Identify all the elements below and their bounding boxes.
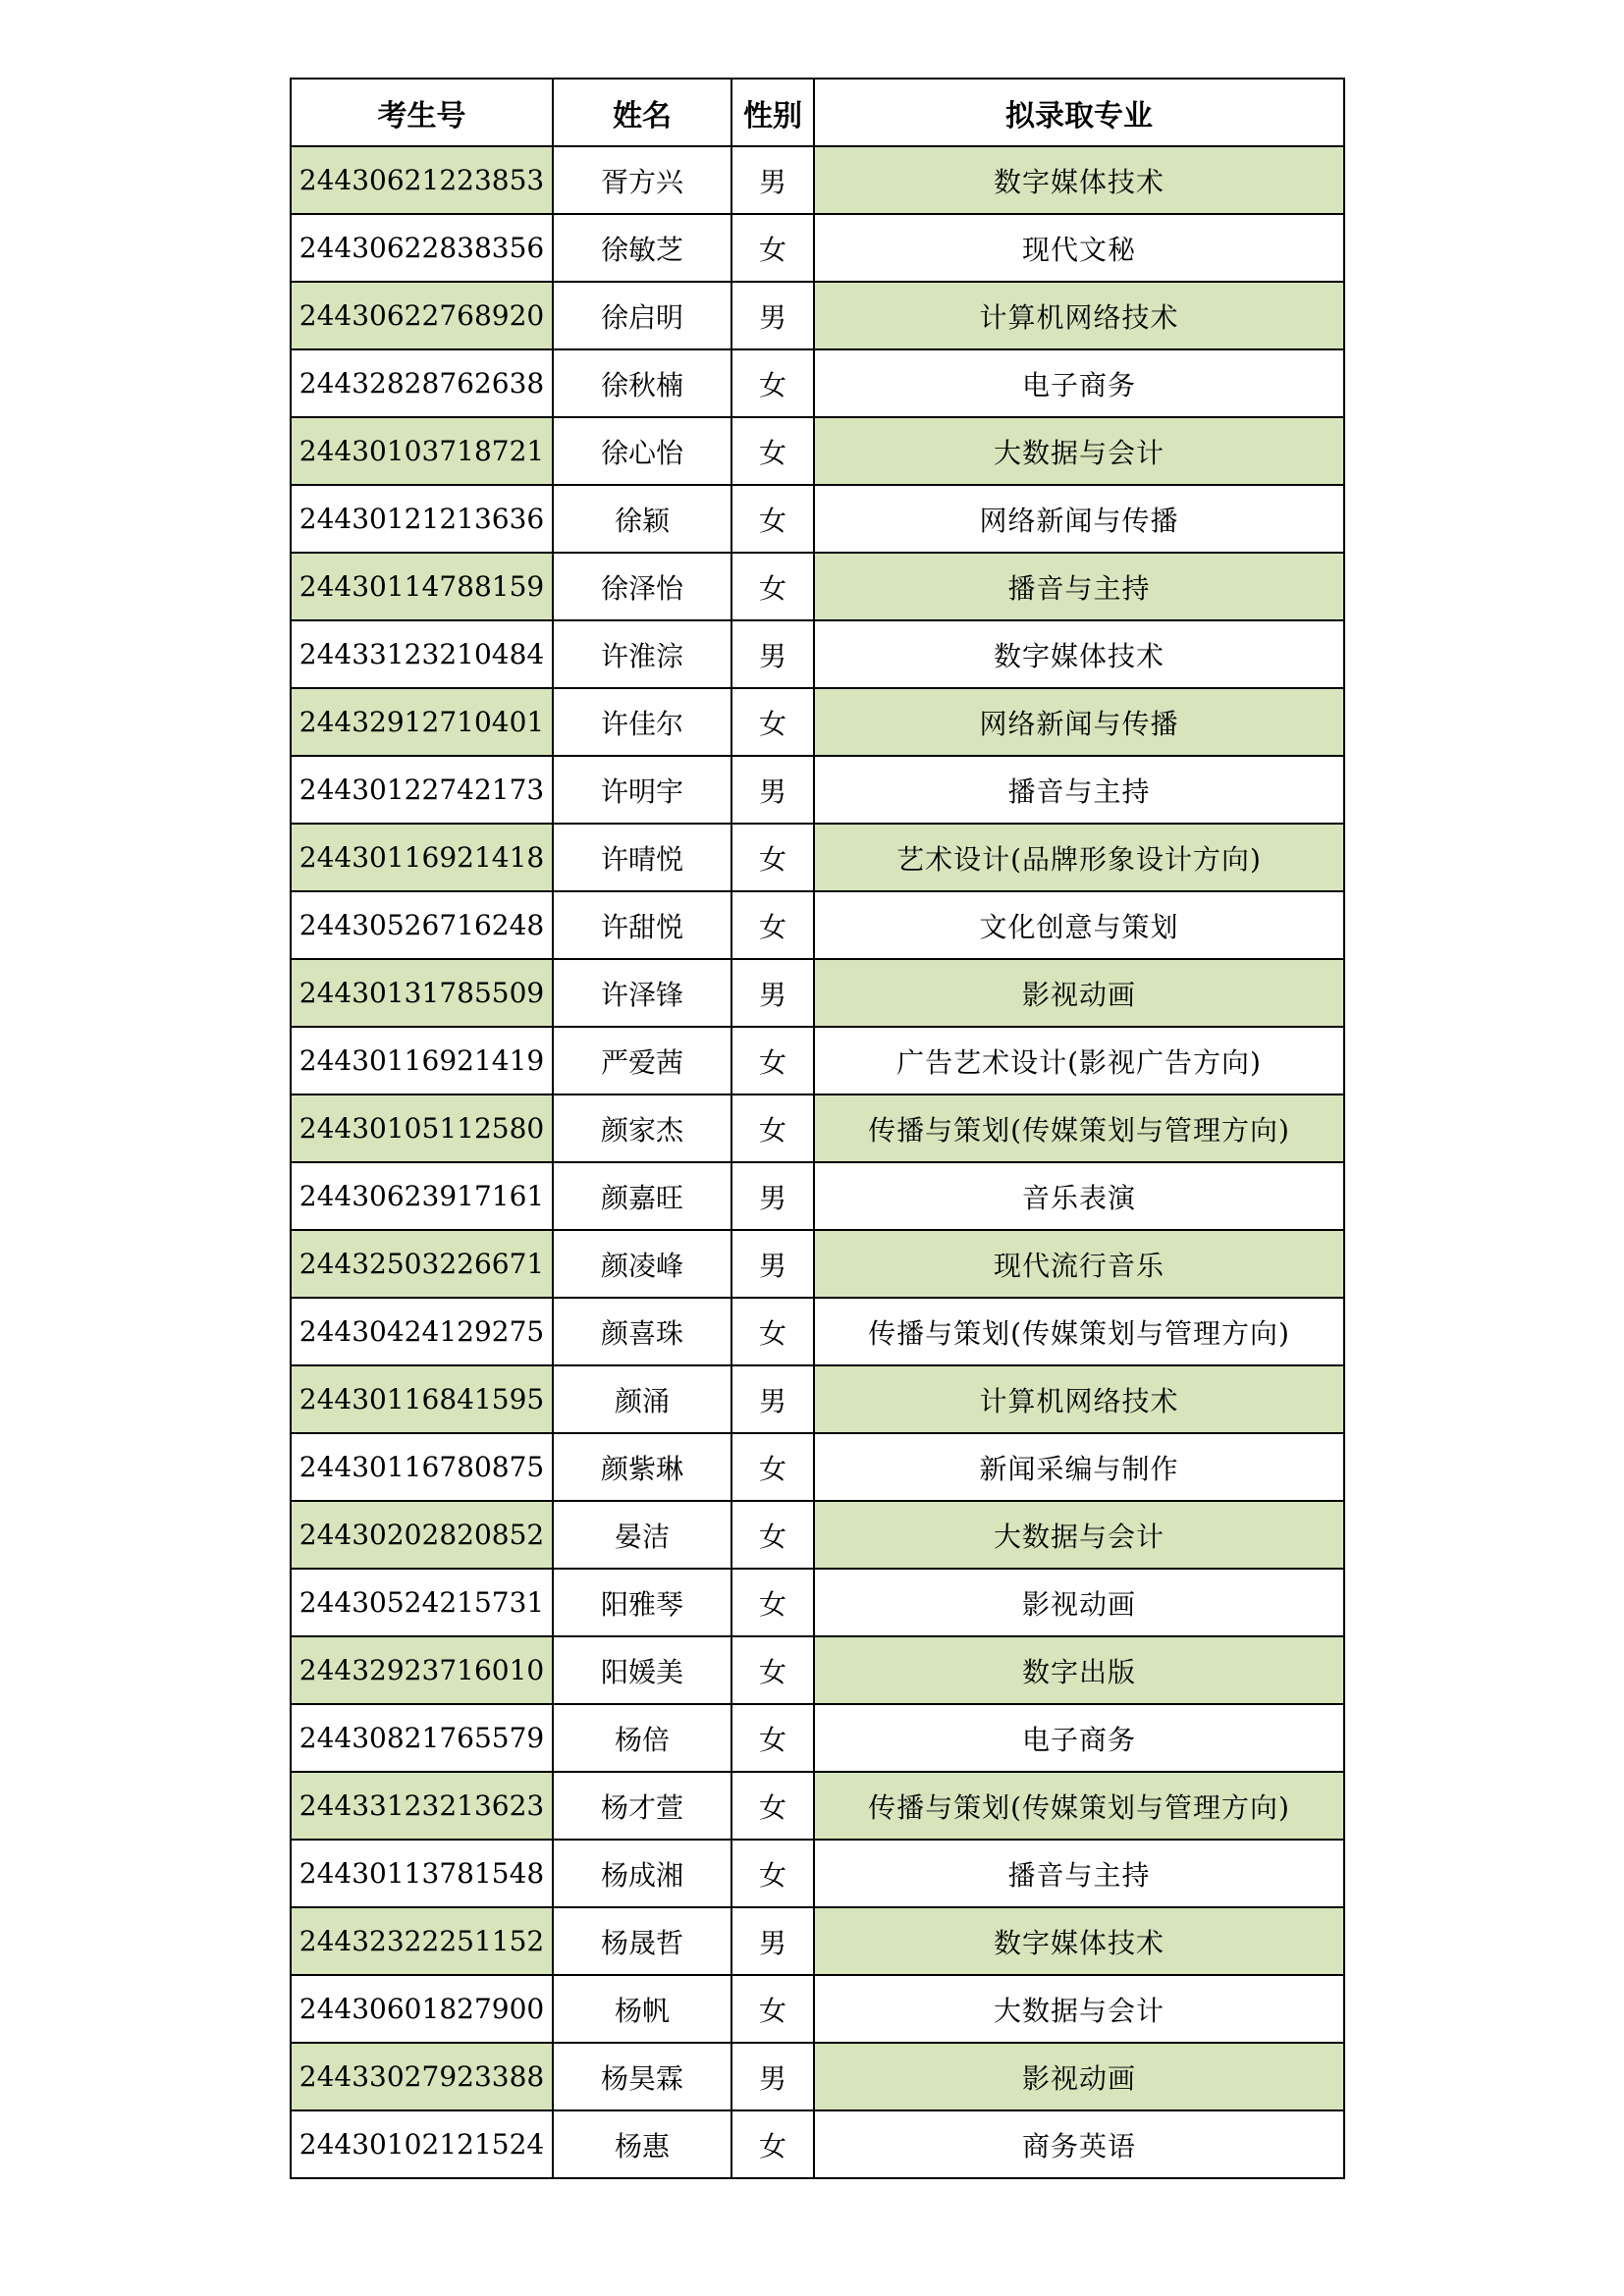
table-row (291, 688, 1344, 756)
gender-cell: 男 (731, 1230, 814, 1298)
name-cell: 颜喜珠 (553, 1298, 731, 1365)
name-cell: 杨帆 (553, 1975, 731, 2043)
exam-number-cell: 24430524215731 (291, 1569, 553, 1636)
name-cell: 徐颖 (553, 485, 731, 553)
admission-table (290, 78, 1345, 2179)
major-cell: 大数据与会计 (814, 417, 1344, 485)
table-row (291, 1162, 1344, 1230)
table-row (291, 1230, 1344, 1298)
name-cell: 许佳尔 (553, 688, 731, 756)
exam-number-cell: 24432503226671 (291, 1230, 553, 1298)
header-gender: 性别 (731, 79, 814, 146)
gender-cell: 女 (731, 1433, 814, 1501)
major-cell: 传播与策划(传媒策划与管理方向) (814, 1095, 1344, 1162)
major-cell: 计算机网络技术 (814, 282, 1344, 349)
major-cell: 影视动画 (814, 959, 1344, 1027)
table-row (291, 756, 1344, 824)
gender-cell: 男 (731, 756, 814, 824)
gender-cell: 女 (731, 349, 814, 417)
major-cell: 大数据与会计 (814, 1975, 1344, 2043)
major-cell: 电子商务 (814, 349, 1344, 417)
name-cell: 许晴悦 (553, 824, 731, 891)
name-cell: 杨晟哲 (553, 1907, 731, 1975)
gender-cell: 女 (731, 1298, 814, 1365)
name-cell: 颜家杰 (553, 1095, 731, 1162)
name-cell: 阳雅琴 (553, 1569, 731, 1636)
name-cell: 阳媛美 (553, 1636, 731, 1704)
major-cell: 数字媒体技术 (814, 146, 1344, 214)
name-cell: 杨成湘 (553, 1840, 731, 1907)
exam-number-cell: 24430131785509 (291, 959, 553, 1027)
table-row (291, 1840, 1344, 1907)
header-exam-number: 考生号 (291, 79, 553, 146)
major-cell: 艺术设计(品牌形象设计方向) (814, 824, 1344, 891)
gender-cell: 女 (731, 1027, 814, 1095)
exam-number-cell: 24430114788159 (291, 553, 553, 620)
exam-number-cell: 24430623917161 (291, 1162, 553, 1230)
major-cell: 播音与主持 (814, 553, 1344, 620)
major-cell: 传播与策划(传媒策划与管理方向) (814, 1298, 1344, 1365)
table-row (291, 1772, 1344, 1840)
table-row (291, 349, 1344, 417)
table-row (291, 1365, 1344, 1433)
major-cell: 计算机网络技术 (814, 1365, 1344, 1433)
table-row (291, 485, 1344, 553)
gender-cell: 女 (731, 214, 814, 282)
name-cell: 颜紫琳 (553, 1433, 731, 1501)
exam-number-cell: 24430116921418 (291, 824, 553, 891)
table-header-row (291, 79, 1344, 146)
exam-number-cell: 24430622838356 (291, 214, 553, 282)
name-cell: 许明宇 (553, 756, 731, 824)
name-cell: 颜嘉旺 (553, 1162, 731, 1230)
major-cell: 新闻采编与制作 (814, 1433, 1344, 1501)
gender-cell: 男 (731, 620, 814, 688)
table-row (291, 146, 1344, 214)
major-cell: 文化创意与策划 (814, 891, 1344, 959)
exam-number-cell: 24430526716248 (291, 891, 553, 959)
major-cell: 电子商务 (814, 1704, 1344, 1772)
major-cell: 商务英语 (814, 2110, 1344, 2178)
major-cell: 大数据与会计 (814, 1501, 1344, 1569)
exam-number-cell: 24432912710401 (291, 688, 553, 756)
table-row (291, 1501, 1344, 1569)
major-cell: 播音与主持 (814, 756, 1344, 824)
major-cell: 网络新闻与传播 (814, 688, 1344, 756)
gender-cell: 女 (731, 1636, 814, 1704)
name-cell: 颜涌 (553, 1365, 731, 1433)
exam-number-cell: 24433027923388 (291, 2043, 553, 2110)
name-cell: 许甜悦 (553, 891, 731, 959)
exam-number-cell: 24430113781548 (291, 1840, 553, 1907)
gender-cell: 女 (731, 1975, 814, 2043)
gender-cell: 男 (731, 959, 814, 1027)
gender-cell: 女 (731, 485, 814, 553)
exam-number-cell: 24432923716010 (291, 1636, 553, 1704)
name-cell: 徐启明 (553, 282, 731, 349)
major-cell: 数字出版 (814, 1636, 1344, 1704)
exam-number-cell: 24430105112580 (291, 1095, 553, 1162)
major-cell: 播音与主持 (814, 1840, 1344, 1907)
name-cell: 徐泽怡 (553, 553, 731, 620)
major-cell: 网络新闻与传播 (814, 485, 1344, 553)
major-cell: 传播与策划(传媒策划与管理方向) (814, 1772, 1344, 1840)
name-cell: 杨惠 (553, 2110, 731, 2178)
header-name: 姓名 (553, 79, 731, 146)
table-row (291, 214, 1344, 282)
header-major: 拟录取专业 (814, 79, 1344, 146)
table-row (291, 620, 1344, 688)
name-cell: 徐心怡 (553, 417, 731, 485)
table-row (291, 282, 1344, 349)
table-row (291, 1095, 1344, 1162)
gender-cell: 女 (731, 688, 814, 756)
exam-number-cell: 24430103718721 (291, 417, 553, 485)
gender-cell: 男 (731, 282, 814, 349)
gender-cell: 男 (731, 146, 814, 214)
name-cell: 杨才萱 (553, 1772, 731, 1840)
exam-number-cell: 24430821765579 (291, 1704, 553, 1772)
exam-number-cell: 24430121213636 (291, 485, 553, 553)
exam-number-cell: 24430116841595 (291, 1365, 553, 1433)
major-cell: 现代流行音乐 (814, 1230, 1344, 1298)
gender-cell: 女 (731, 1501, 814, 1569)
table-row (291, 959, 1344, 1027)
gender-cell: 女 (731, 1772, 814, 1840)
major-cell: 影视动画 (814, 2043, 1344, 2110)
table-row (291, 824, 1344, 891)
table-row (291, 891, 1344, 959)
exam-number-cell: 24432828762638 (291, 349, 553, 417)
gender-cell: 女 (731, 553, 814, 620)
table-body (291, 146, 1344, 2178)
major-cell: 数字媒体技术 (814, 620, 1344, 688)
table-row (291, 2043, 1344, 2110)
exam-number-cell: 24430102121524 (291, 2110, 553, 2178)
name-cell: 颜凌峰 (553, 1230, 731, 1298)
exam-number-cell: 24430116921419 (291, 1027, 553, 1095)
gender-cell: 男 (731, 1365, 814, 1433)
exam-number-cell: 24430424129275 (291, 1298, 553, 1365)
exam-number-cell: 24430116780875 (291, 1433, 553, 1501)
exam-number-cell: 24430122742173 (291, 756, 553, 824)
gender-cell: 女 (731, 891, 814, 959)
admission-list-sheet (290, 78, 1343, 2179)
gender-cell: 女 (731, 824, 814, 891)
gender-cell: 男 (731, 1162, 814, 1230)
table-row (291, 417, 1344, 485)
exam-number-cell: 24433123210484 (291, 620, 553, 688)
table-row (291, 1569, 1344, 1636)
gender-cell: 女 (731, 417, 814, 485)
gender-cell: 女 (731, 1704, 814, 1772)
exam-number-cell: 24430601827900 (291, 1975, 553, 2043)
exam-number-cell: 24430621223853 (291, 146, 553, 214)
major-cell: 广告艺术设计(影视广告方向) (814, 1027, 1344, 1095)
exam-number-cell: 24433123213623 (291, 1772, 553, 1840)
table-row (291, 2110, 1344, 2178)
exam-number-cell: 24430202820852 (291, 1501, 553, 1569)
table-row (291, 1975, 1344, 2043)
gender-cell: 男 (731, 2043, 814, 2110)
table-row (291, 1027, 1344, 1095)
name-cell: 许泽锋 (553, 959, 731, 1027)
major-cell: 数字媒体技术 (814, 1907, 1344, 1975)
name-cell: 徐秋楠 (553, 349, 731, 417)
table-row (291, 1433, 1344, 1501)
gender-cell: 女 (731, 2110, 814, 2178)
table-row (291, 1636, 1344, 1704)
exam-number-cell: 24432322251152 (291, 1907, 553, 1975)
gender-cell: 女 (731, 1840, 814, 1907)
gender-cell: 女 (731, 1095, 814, 1162)
name-cell: 徐敏芝 (553, 214, 731, 282)
name-cell: 杨倍 (553, 1704, 731, 1772)
major-cell: 影视动画 (814, 1569, 1344, 1636)
name-cell: 杨昊霖 (553, 2043, 731, 2110)
major-cell: 音乐表演 (814, 1162, 1344, 1230)
table-row (291, 1298, 1344, 1365)
major-cell: 现代文秘 (814, 214, 1344, 282)
name-cell: 许淮淙 (553, 620, 731, 688)
table-row (291, 1907, 1344, 1975)
gender-cell: 男 (731, 1907, 814, 1975)
gender-cell: 女 (731, 1569, 814, 1636)
table-row (291, 553, 1344, 620)
name-cell: 晏洁 (553, 1501, 731, 1569)
table-row (291, 1704, 1344, 1772)
exam-number-cell: 24430622768920 (291, 282, 553, 349)
name-cell: 胥方兴 (553, 146, 731, 214)
name-cell: 严爱茜 (553, 1027, 731, 1095)
